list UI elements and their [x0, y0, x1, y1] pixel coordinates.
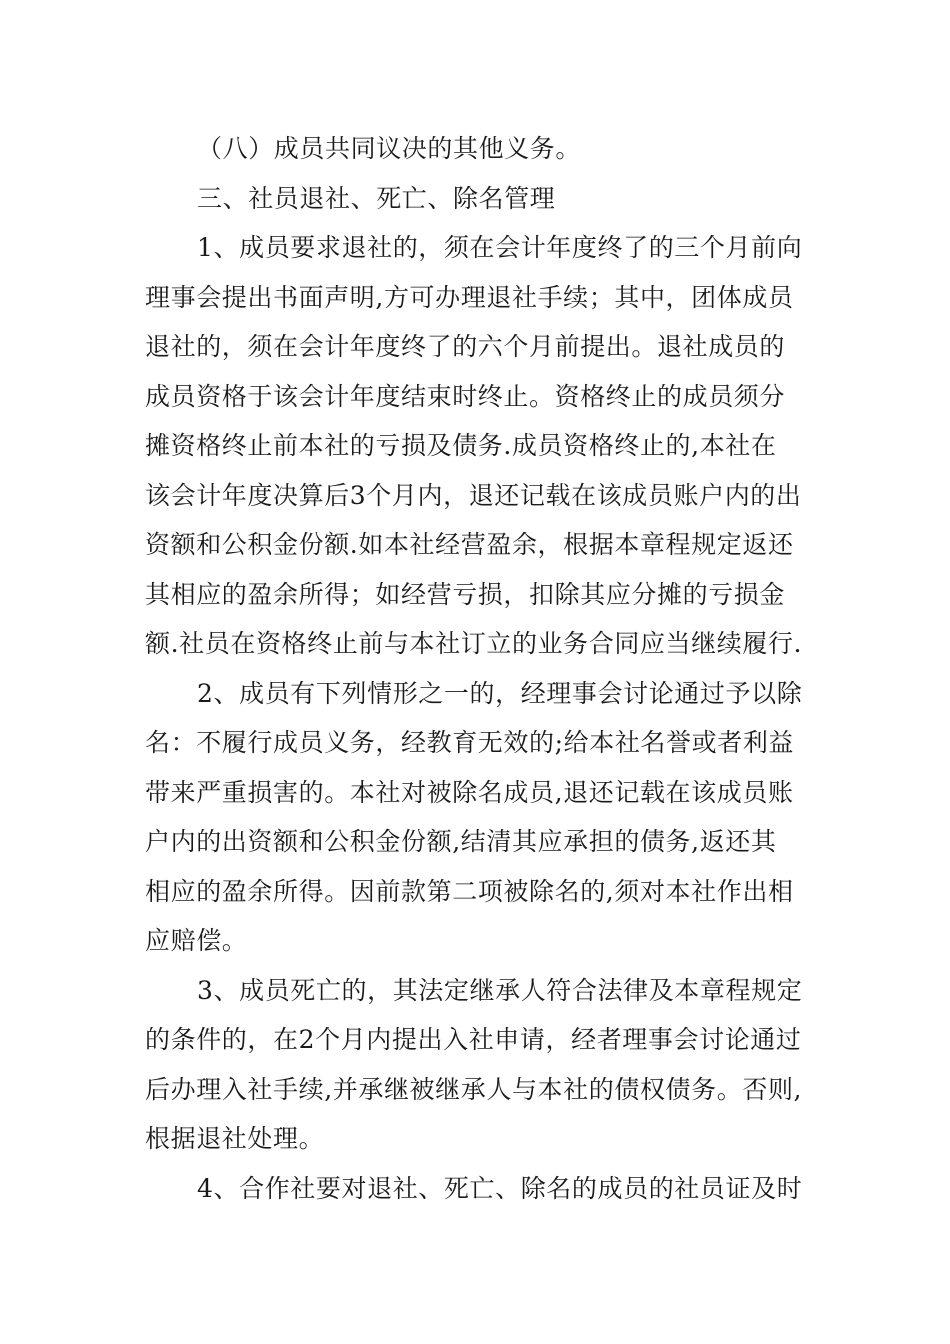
section-heading-text: 三、社员退社、死亡、除名管理: [197, 183, 556, 213]
text-line: 其相应的盈余所得；如经营亏损，扣除其应分摊的亏损金: [145, 579, 786, 609]
paragraph-obligation-8: [145, 124, 810, 174]
text-line: 成员资格于该会计年度结束时终止。资格终止的成员须分: [145, 381, 786, 411]
text-line: 带来严重损害的。本社对被除名成员,退还记载在该成员账: [145, 777, 794, 807]
text-line: 1、成员要求退社的，须在会计年度终了的三个月前向: [197, 233, 803, 262]
text-line: 摊资格终止前本社的亏损及债务.成员资格终止的,本社在: [145, 431, 777, 460]
paragraph-item-2: [145, 669, 810, 966]
paragraph-item-4: [145, 1164, 810, 1214]
text-line: 的条件的，在2个月内提出入社申请，经者理事会讨论通过: [145, 1025, 802, 1054]
text-line: 3、成员死亡的，其法定继承人符合法律及本章程规定: [197, 975, 803, 1005]
text-line: 后办理入社手续,并承继被继承人与本社的债权债务。否则,: [145, 1074, 803, 1104]
text-line: （八）成员共同议决的其他义务。: [197, 134, 582, 163]
text-line: 2、成员有下列情形之一的，经理事会讨论通过予以除: [197, 678, 803, 708]
text-line: 应赔偿。: [145, 926, 248, 955]
paragraph-item-1: [145, 223, 810, 669]
text-line: 额.社员在资格终止前与本社订立的业务合同应当继续履行.: [145, 629, 803, 658]
paragraph-item-3: [145, 966, 810, 1164]
text-line: 退社的，须在会计年度终了的六个月前提出。退社成员的: [145, 332, 786, 361]
text-line: 资额和公积金份额.如本社经营盈余，根据本章程规定返还: [145, 530, 794, 559]
document-body: [145, 124, 810, 1213]
text-line: 名：不履行成员义务，经教育无效的;给本社名誉或者利益: [145, 728, 795, 757]
text-line: 4、合作社要对退社、死亡、除名的成员的社员证及时: [197, 1173, 803, 1203]
text-line: 该会计年度决算后3个月内，退还记载在该成员账户内的出: [145, 480, 802, 510]
text-line: 理事会提出书面声明,方可办理退社手续；其中，团体成员: [145, 282, 794, 312]
text-line: 相应的盈余所得。因前款第二项被除名的,须对本社作出相: [145, 876, 794, 906]
text-line: 根据退社处理。: [145, 1124, 325, 1153]
section-heading-3: [145, 174, 810, 224]
text-line: 户内的出资额和公积金份额,结清其应承担的债务,返还其: [145, 827, 777, 856]
